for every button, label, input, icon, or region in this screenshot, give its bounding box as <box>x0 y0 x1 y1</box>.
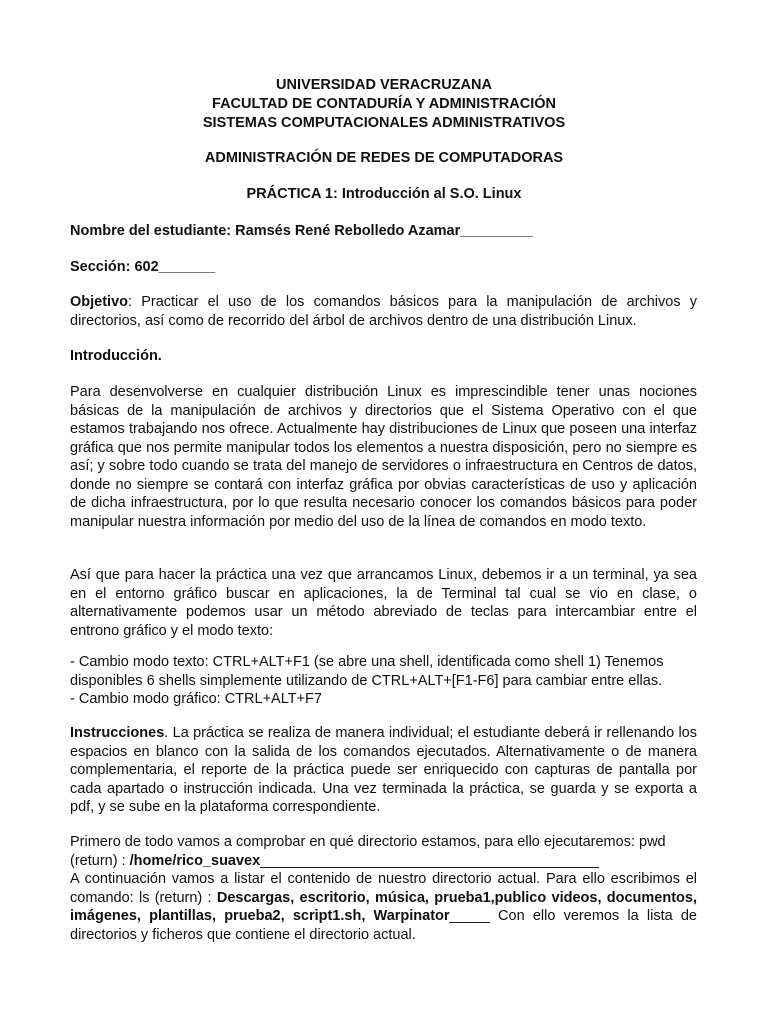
program-name: SISTEMAS COMPUTACIONALES ADMINISTRATIVOS <box>202 115 566 131</box>
instructions-paragraph <box>70 724 697 817</box>
introduction-paragraph-1: Para desenvolverse en cualquier distribución Linux es imprescindible tener unas nociones básicas de la manipulación de archivos y directorios que el Sistema Operativo con el que estamos trabajando nos ofrece. Actualmente hay distribuciones de Linux que poseen una interfaz gráfica que nos permite manipular todos los elementos a nuestra disposición, pero no siempre es así; y sobre todo cuando se trata del manejo de servidores o infraestructura en Centros de datos, donde no siempre se contará con interfaz gráfica por obvias características de uso y aplicación de dicha infraestructura, por lo que resulta necesario conocer los comandos básicos para poder manipular nuestra información por medio del uso de la línea de comandos en modo texto. <box>70 384 697 530</box>
document-header <box>70 76 698 133</box>
pwd-question: Primero de todo vamos a comprobar en qué directorio estamos, para ello ejecutaremos: pwd <box>70 834 666 850</box>
introduction-paragraph-2: Así que para hacer la práctica una vez que arrancamos Linux, debemos ir a un terminal, ya sea en el entorno gráfico buscar en aplicaciones, la de Terminal tal cual se vio en clase, o alternativamente podemos usar un método abreviado de teclas para intercambiar entre el entrono gráfico y el modo texto: <box>70 567 697 639</box>
pwd-answer: /home/rico_suavex <box>129 852 261 869</box>
pwd-answer-line <box>70 852 697 871</box>
ls-after: _____ Con ello veremos la lista de directorios y ficheros que contiene el directorio actual. <box>70 908 697 943</box>
objective-label: Objetivo <box>70 294 129 310</box>
ls-exercise-paragraph <box>70 870 697 944</box>
instructions-label: Instrucciones <box>70 725 165 741</box>
practice-title-block <box>70 185 698 204</box>
course-title: ADMINISTRACIÓN DE REDES DE COMPUTADORAS <box>204 150 564 166</box>
objective-text: : Practicar el uso de los comandos básicos para la manipulación de archivos y directorios, así como de recorrido del árbol de archivos dentro de una distribución Linux. <box>70 294 697 329</box>
shortcut-list-item-shells: disponibles 6 shells simplemente utilizando de CTRL+ALT+[F1-F6] para cambiar entre ellas. <box>70 672 663 689</box>
ls-answer: Descargas, escritorio, música, prueba1,publico videos, documentos, imágenes, plantillas, prueba2, script1.sh, Warpinator <box>70 889 697 924</box>
course-title-block <box>70 149 698 168</box>
university-name: UNIVERSIDAD VERACRUZANA <box>276 77 492 93</box>
shortcut-list <box>70 653 697 709</box>
practice-title: PRÁCTICA 1: Introducción al S.O. Linux <box>246 186 522 202</box>
ls-intro: A continuación vamos a listar el contenido de nuestro directorio actual. Para ello escribimos el comando: ls (return) : <box>70 871 697 906</box>
pwd-prefix: (return) : <box>70 852 130 869</box>
pwd-exercise <box>70 833 697 870</box>
pwd-blank: __________________________________________ <box>260 852 599 869</box>
student-name-line: Nombre del estudiante: Ramsés René Rebolledo Azamar_________ <box>70 223 533 239</box>
introduction-heading: Introducción. <box>70 348 162 364</box>
section-line: Sección: 602_______ <box>70 259 216 275</box>
objective-paragraph <box>70 293 697 330</box>
shortcut-list-item-graphic-mode: - Cambio modo gráfico: CTRL+ALT+F7 <box>70 691 322 707</box>
faculty-name: FACULTAD DE CONTADURÍA Y ADMINISTRACIÓN <box>212 96 556 112</box>
shortcut-list-item-text-mode: - Cambio modo texto: CTRL+ALT+F1 (se abre una shell, identificada como shell 1) Tenemos <box>70 654 664 670</box>
instructions-text: . La práctica se realiza de manera individual; el estudiante deberá ir rellenando los espacios en blanco con la salida de los comandos ejecutados. Alternativamente o de manera complementaria, el reporte de la práctica puede ser enriquecido con capturas de pantalla por cada apartado o instrucción indicada. Una vez terminada la práctica, se guarda y se exporta a pdf, y se sube en la plataforma correspondiente. <box>70 725 697 815</box>
